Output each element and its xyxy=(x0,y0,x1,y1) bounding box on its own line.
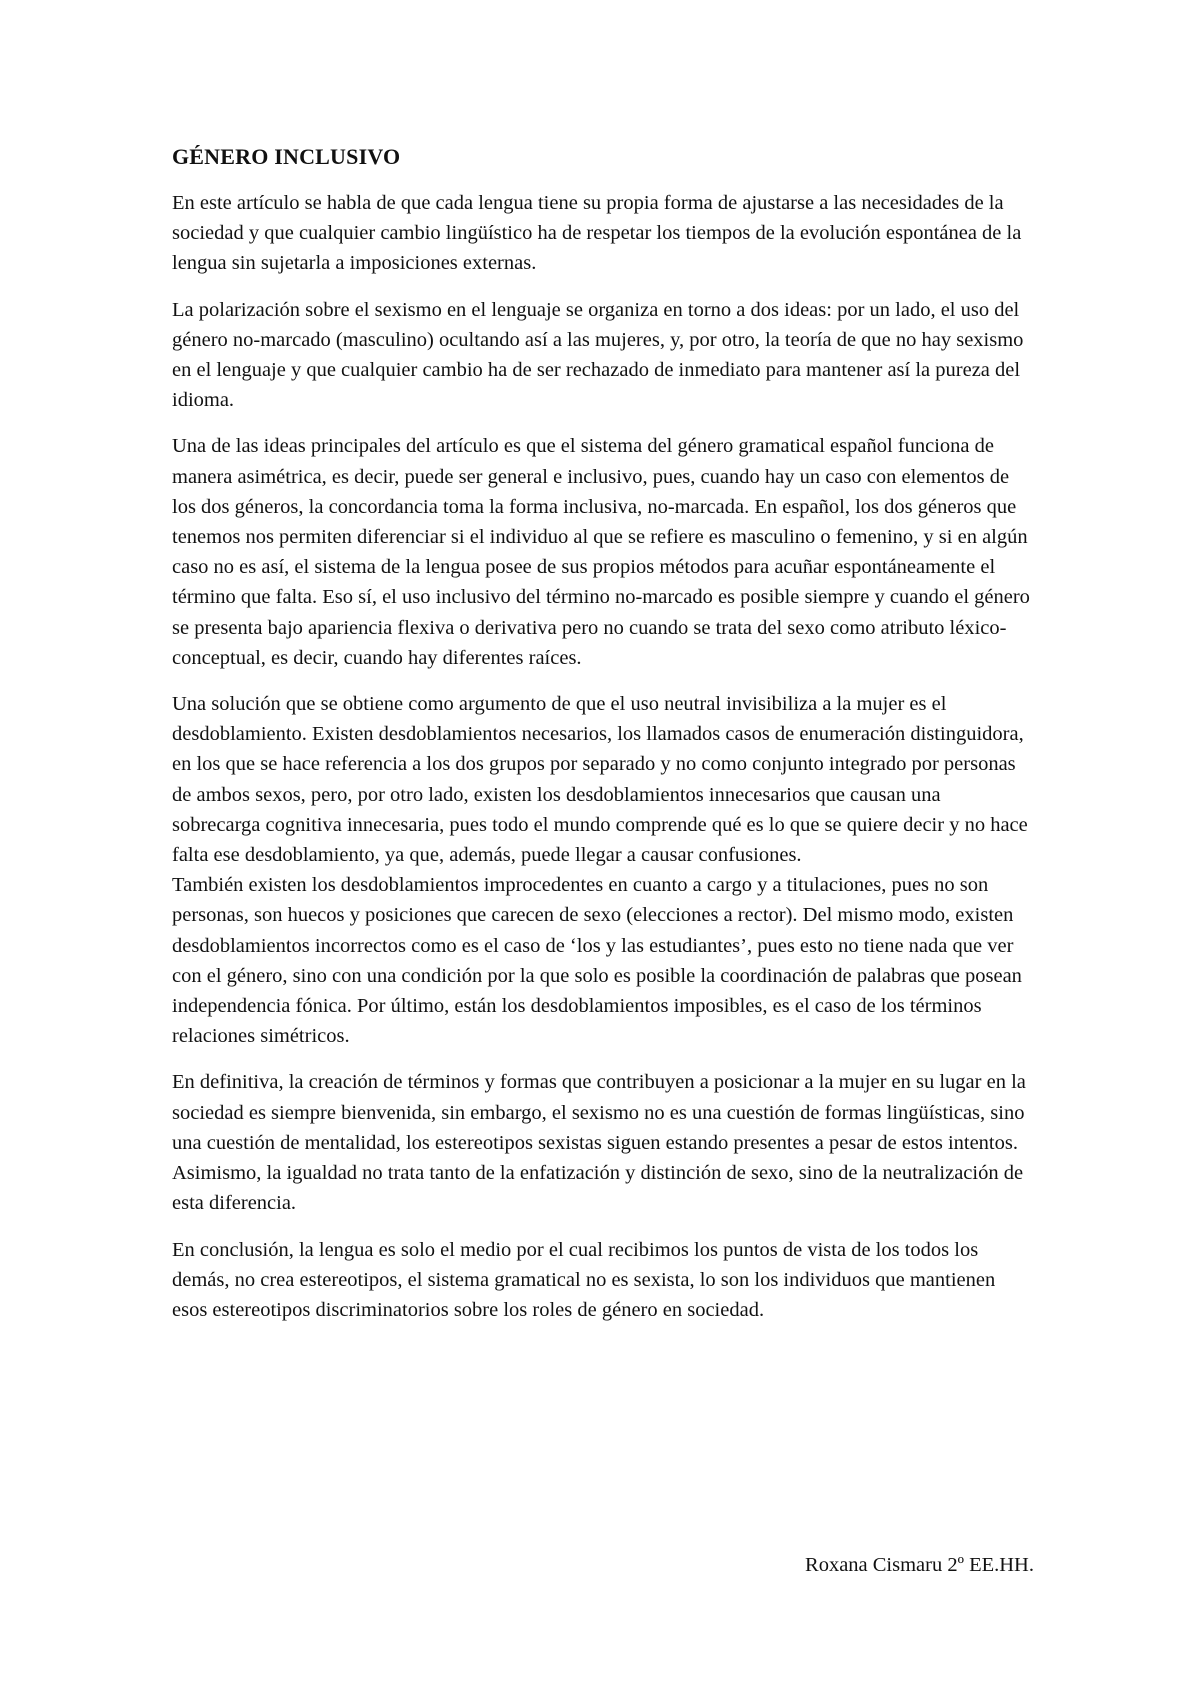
author-signature: Roxana Cismaru 2º EE.HH. xyxy=(805,1554,1034,1576)
paragraph-conclusion: En conclusión, la lengua es solo el medio por el cual recibimos los puntos de vista de los todos los demás, no crea estereotipos, el sistema gramatical no es sexista, lo son los individuos que mantienen esos estereotipos discriminatorios sobre los roles de género en sociedad. xyxy=(172,1238,996,1321)
paragraph-desdoblamiento: Una solución que se obtiene como argumento de que el uso neutral invisibiliza a la mujer es el desdoblamiento. Existen desdoblamientos necesarios, los llamados casos de enumeración distinguidora, en los que se hace referencia a los dos grupos por separado y no como conjunto integrado por personas de ambos sexos, pero, por otro lado, existen los desdoblamientos innecesarios que causan una sobrecarga cognitiva innecesaria, pues todo el mundo comprende qué es lo que se quiere decir y no hace falta ese desdoblamiento, ya que, además, puede llegar a causar confusiones. xyxy=(172,693,1028,867)
paragraph-desdoblamiento-types: También existen los desdoblamientos improcedentes en cuanto a cargo y a titulaciones, pues no son personas, son huecos y posiciones que carecen de sexo (elecciones a rector). Del mismo modo, existen desdoblamientos incorrectos como es el caso de ‘los y las estudiantes’, pues esto no tiene nada que ver con el género, sino con una condición por la que solo es posible la coordinación de palabras que posean independencia fónica. Por último, están los desdoblamientos imposibles, es el caso de los términos relaciones simétricos. xyxy=(172,874,1022,1048)
paragraph-intro: En este artículo se habla de que cada lengua tiene su propia forma de ajustarse a las necesidades de la sociedad y que cualquier cambio lingüístico ha de respetar los tiempos de la evolución espontánea de la lengua sin sujetarla a imposiciones externas. xyxy=(172,192,1022,275)
paragraph-definitiva: En definitiva, la creación de términos y formas que contribuyen a posicionar a la mujer en su lugar en la sociedad es siempre bienvenida, sin embargo, el sexismo no es una cuestión de formas lingüísticas, sino una cuestión de mentalidad, los estereotipos sexistas siguen estando presentes a pesar de estos intentos. Asimismo, la igualdad no trata tanto de la enfatización y distinción de sexo, sino de la neutralización de esta diferencia. xyxy=(172,1071,1026,1215)
paragraph-grammatical-gender: Una de las ideas principales del artículo es que el sistema del género gramatical español funciona de manera asimétrica, es decir, puede ser general e inclusivo, pues, cuando hay un caso con elementos de los dos géneros, la concordancia toma la forma inclusiva, no-marcada. En español, los dos géneros que tenemos nos permiten diferenciar si el individuo al que se refiere es masculino o femenino, y si en algún caso no es así, el sistema de la lengua posee de sus propios métodos para acuñar espontáneamente el término que falta. Eso sí, el uso inclusivo del término no-marcado es posible siempre y cuando el género se presenta bajo apariencia flexiva o derivativa pero no cuando se trata del sexo como atributo léxico-conceptual, es decir, cuando hay diferentes raíces. xyxy=(172,435,1030,669)
paragraph-polarization: La polarización sobre el sexismo en el lenguaje se organiza en torno a dos ideas: por un lado, el uso del género no-marcado (masculino) ocultando así a las mujeres, y, por otro, la teoría de que no hay sexismo en el lenguaje y que cualquier cambio ha de ser rechazado de inmediato para mantener así la pureza del idioma. xyxy=(172,298,1024,412)
document-title: GÉNERO INCLUSIVO xyxy=(172,144,401,169)
document-body xyxy=(172,142,1034,1341)
